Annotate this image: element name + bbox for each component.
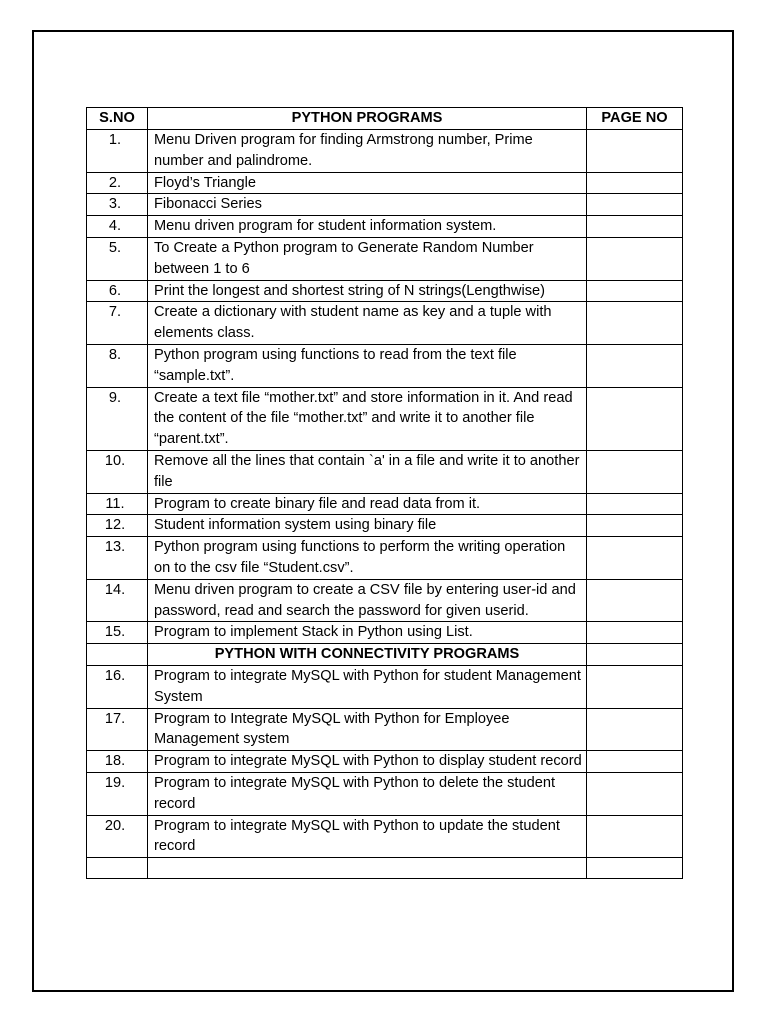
table-row	[87, 450, 683, 493]
sno-header: S.NO	[87, 108, 148, 130]
programs-header: PYTHON PROGRAMS	[148, 108, 587, 130]
program-cell: Menu driven program to create a CSV file by entering user-id and password, read and search the password for given userid.	[148, 579, 587, 622]
blank-row	[87, 858, 683, 879]
program-cell: Create a text file “mother.txt” and store information in it. And read the content of the file “mother.txt” and write it to another file “parent.txt”.	[148, 387, 587, 450]
table-row	[87, 172, 683, 194]
page-no-cell	[587, 815, 683, 858]
page-no-cell	[587, 172, 683, 194]
sno-cell: 9.	[87, 387, 148, 450]
sno-cell: 14.	[87, 579, 148, 622]
sno-cell: 15.	[87, 622, 148, 644]
sno-cell: 18.	[87, 751, 148, 773]
program-cell: Program to integrate MySQL with Python to display student record	[148, 751, 587, 773]
sno-cell: 16.	[87, 665, 148, 708]
program-cell: Program to integrate MySQL with Python to update the student record	[148, 815, 587, 858]
program-cell: Program to implement Stack in Python using List.	[148, 622, 587, 644]
page-no-cell	[587, 579, 683, 622]
page-no-cell	[587, 216, 683, 238]
sno-cell: 6.	[87, 280, 148, 302]
table-row	[87, 579, 683, 622]
sno-cell: 2.	[87, 172, 148, 194]
blank-program-cell	[148, 858, 587, 879]
program-index-table	[86, 107, 683, 879]
page-no-cell	[587, 537, 683, 580]
sno-cell: 19.	[87, 772, 148, 815]
page-no-cell	[587, 665, 683, 708]
table-row	[87, 622, 683, 644]
page-no-cell	[587, 194, 683, 216]
table-row	[87, 344, 683, 387]
sno-cell: 4.	[87, 216, 148, 238]
program-cell: Fibonacci Series	[148, 194, 587, 216]
sno-cell: 5.	[87, 237, 148, 280]
page-no-cell	[587, 237, 683, 280]
table-row	[87, 216, 683, 238]
table-row	[87, 515, 683, 537]
program-cell: Create a dictionary with student name as key and a tuple with elements class.	[148, 302, 587, 345]
page-no-cell	[587, 302, 683, 345]
page-no-cell	[587, 387, 683, 450]
program-cell: Remove all the lines that contain `a' in a file and write it to another file	[148, 450, 587, 493]
page-no-cell	[587, 772, 683, 815]
table-row	[87, 537, 683, 580]
table-row	[87, 815, 683, 858]
program-cell: Print the longest and shortest string of N strings(Lengthwise)	[148, 280, 587, 302]
table-row	[87, 751, 683, 773]
page-no-cell	[587, 708, 683, 751]
sno-cell: 8.	[87, 344, 148, 387]
table-header-row	[87, 108, 683, 130]
program-cell: Student information system using binary file	[148, 515, 587, 537]
table-row	[87, 387, 683, 450]
program-cell: Menu Driven program for finding Armstrong number, Prime number and palindrome.	[148, 130, 587, 173]
sno-cell: 13.	[87, 537, 148, 580]
table-row	[87, 493, 683, 515]
table-row	[87, 708, 683, 751]
page-no-cell	[587, 344, 683, 387]
connectivity-programs-body	[87, 665, 683, 857]
table-row	[87, 665, 683, 708]
page-no-header: PAGE NO	[587, 108, 683, 130]
page-no-cell	[587, 622, 683, 644]
page-no-cell	[587, 280, 683, 302]
program-cell: Program to Integrate MySQL with Python for Employee Management system	[148, 708, 587, 751]
table-row	[87, 130, 683, 173]
blank-sno-cell	[87, 858, 148, 879]
table-row	[87, 772, 683, 815]
section-heading: PYTHON WITH CONNECTIVITY PROGRAMS	[148, 644, 587, 666]
program-cell: Program to create binary file and read data from it.	[148, 493, 587, 515]
blank-body	[87, 858, 683, 879]
blank-page-cell	[587, 858, 683, 879]
program-cell: To Create a Python program to Generate Random Number between 1 to 6	[148, 237, 587, 280]
program-cell: Program to integrate MySQL with Python for student Management System	[148, 665, 587, 708]
sno-cell: 3.	[87, 194, 148, 216]
page-no-cell	[587, 493, 683, 515]
program-cell: Floyd’s Triangle	[148, 172, 587, 194]
section-heading-row	[87, 644, 683, 666]
sno-cell: 20.	[87, 815, 148, 858]
sno-cell: 11.	[87, 493, 148, 515]
sno-cell: 17.	[87, 708, 148, 751]
page-no-cell	[587, 751, 683, 773]
table-row	[87, 237, 683, 280]
sno-cell: 1.	[87, 130, 148, 173]
section-heading-body	[87, 644, 683, 666]
python-programs-body	[87, 130, 683, 644]
program-cell: Menu driven program for student information system.	[148, 216, 587, 238]
program-cell: Python program using functions to perform the writing operation on to the csv file “Student.csv”.	[148, 537, 587, 580]
page-no-cell	[587, 450, 683, 493]
sno-cell: 7.	[87, 302, 148, 345]
sno-cell: 12.	[87, 515, 148, 537]
page-no-cell	[587, 130, 683, 173]
table-row	[87, 302, 683, 345]
program-cell: Program to integrate MySQL with Python to delete the student record	[148, 772, 587, 815]
page-no-cell	[587, 515, 683, 537]
program-cell: Python program using functions to read from the text file “sample.txt”.	[148, 344, 587, 387]
sno-cell: 10.	[87, 450, 148, 493]
section-heading-page-cell	[587, 644, 683, 666]
section-heading-sno-cell	[87, 644, 148, 666]
table-row	[87, 280, 683, 302]
table-row	[87, 194, 683, 216]
